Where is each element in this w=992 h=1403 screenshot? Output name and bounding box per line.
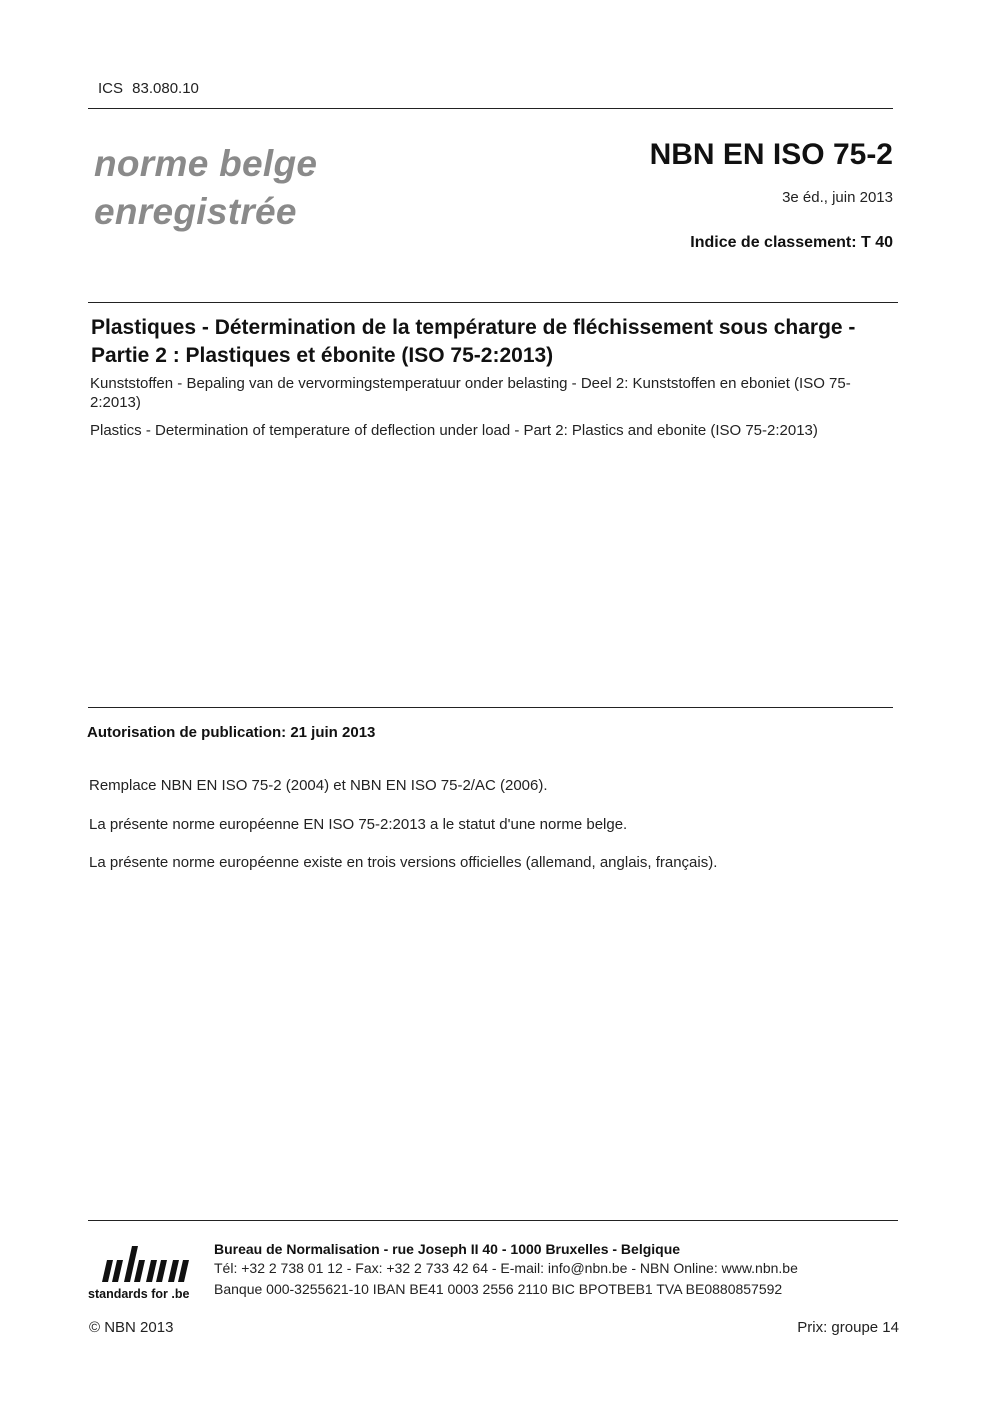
top-divider: [88, 108, 893, 109]
copyright: © NBN 2013: [89, 1319, 174, 1336]
logo-tagline: standards for .be: [88, 1287, 190, 1301]
footer-contact: Tél: +32 2 738 01 12 - Fax: +32 2 733 42 64 - E-mail: info@nbn.be - NBN Online: www.nbn.be: [214, 1260, 798, 1276]
footer-address: Bureau de Normalisation - rue Joseph II 40 - 1000 Bruxelles - Belgique: [214, 1241, 681, 1257]
footer-bank: Banque 000-3255621-10 IBAN BE41 0003 2556 2110 BIC BPOTBEB1 TVA BE0880857592: [214, 1281, 783, 1297]
status-line-2: enregistrée: [94, 191, 297, 232]
status-label: [94, 140, 317, 236]
standard-id: NBN EN ISO 75-2: [649, 138, 893, 171]
ics-code: ICS 83.080.10: [98, 80, 199, 97]
publication-authorisation: Autorisation de publication: 21 juin 2013: [87, 724, 376, 741]
price-group: Prix: groupe 14: [797, 1319, 899, 1336]
note-replaces: Remplace NBN EN ISO 75-2 (2004) et NBN EN ISO 75-2/AC (2006).: [89, 777, 548, 794]
note-versions: La présente norme européenne existe en trois versions officielles (allemand, anglais, français).: [89, 854, 718, 871]
title-english: Plastics - Determination of temperature of deflection under load - Part 2: Plastics and ebonite (ISO 75-2:2013): [90, 422, 818, 439]
title-french: Plastiques - Détermination de la température de fléchissement sous charge - Partie 2 : Plastiques et ébonite (ISO 75-2:2013): [91, 316, 856, 367]
classification-index: Indice de classement: T 40: [690, 234, 893, 251]
title-divider: [88, 302, 898, 303]
edition-info: 3e éd., juin 2013: [782, 189, 893, 206]
nbn-logo-mark: [102, 1246, 189, 1282]
note-status: La présente norme européenne EN ISO 75-2:2013 a le statut d'une norme belge.: [89, 816, 628, 833]
footer-divider: [88, 1220, 898, 1221]
title-dutch: Kunststoffen - Bepaling van de vervormingstemperatuur onder belasting - Deel 2: Kunststoffen en eboniet (ISO 75-2:2013): [90, 375, 851, 411]
middle-divider: [88, 707, 893, 708]
status-line-1: norme belge: [94, 143, 318, 184]
